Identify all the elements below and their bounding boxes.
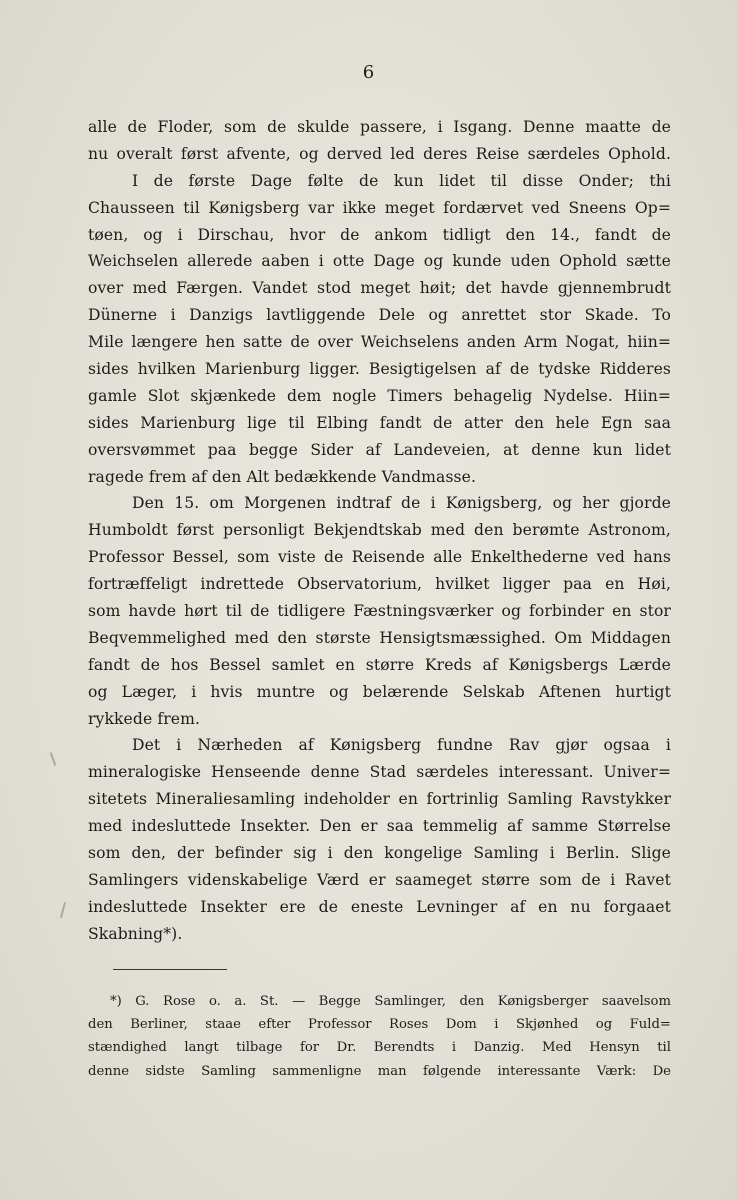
page-number: 6 — [362, 62, 375, 83]
text-line: ragede frem af den Alt bedækkende Vandmasse. — [88, 467, 477, 486]
text-line: og Læger, i hvis muntre og belærende Selskab Aftenen hurtigt — [88, 682, 671, 701]
text-line: Samlingers videnskabelige Værd er saameget større som de i Ravet — [88, 870, 671, 889]
text-line: mineralogiske Henseende denne Stad særdeles interessant. Univer= — [88, 763, 671, 782]
text-line: over med Færgen. Vandet stod meget høit; det havde gjennembrudt — [88, 279, 671, 298]
text-line: som havde hørt til de tidligere Fæstningsværker og forbinder en stor — [88, 602, 671, 621]
text-line: indesluttede Insekter ere de eneste Levninger af en nu forgaaet — [88, 897, 671, 916]
text-line: fandt de hos Bessel samlet en større Kreds af Kønigsbergs Lærde — [88, 655, 671, 674]
text-line: Dünerne i Danzigs lavtliggende Dele og anrettet stor Skade. To — [88, 306, 671, 325]
text-line: Skabning*). — [88, 924, 183, 943]
text-line: Weichselen allerede aaben i otte Dage og kunde uden Ophold sætte — [88, 252, 671, 271]
text-line: fortræffeligt indrettede Observatorium, hvilket ligger paa en Høi, — [88, 575, 671, 594]
text-line: sides Marienburg lige til Elbing fandt de atter den hele Egn saa — [88, 413, 671, 432]
footnote-line: denne sidste Samling sammenligne man følgende interessante Værk: De — [88, 1063, 671, 1079]
text-line: Beqvemmelighed med den største Hensigtsmæssighed. Om Middagen — [88, 628, 671, 647]
text-line: som den, der befinder sig i den kongelige Samling i Berlin. Slige — [88, 844, 671, 863]
text-line: oversvømmet paa begge Sider af Landeveien, at denne kun lidet — [88, 440, 671, 459]
text-line: alle de Floder, som de skulde passere, i Isgang. Denne maatte de — [88, 118, 671, 136]
text-line: Det i Nærheden af Kønigsberg fundne Rav gjør ogsaa i — [132, 736, 671, 755]
margin-mark — [50, 752, 57, 766]
text-line: tøen, og i Dirschau, hvor de ankom tidligt den 14., fandt de — [88, 225, 671, 244]
text-line: I de første Dage følte de kun lidet til disse Onder; thi — [132, 171, 671, 190]
footnote-divider — [113, 969, 227, 970]
body-text — [88, 114, 671, 948]
text-line: gamle Slot skjænkede dem nogle Timers behagelig Nydelse. Hiin= — [88, 386, 671, 405]
text-line: Den 15. om Morgenen indtraf de i Kønigsberg, og her gjorde — [132, 494, 671, 513]
footnote-line: *) G. Rose o. a. St. — Begge Samlinger, den Kønigsberger saavelsom — [110, 994, 671, 1009]
text-line: sides hvilken Marienburg ligger. Besigtigelsen af de tydske Ridderes — [88, 360, 671, 379]
text-line: med indesluttede Insekter. Den er saa temmelig af samme Størrelse — [88, 817, 671, 836]
text-line: Professor Bessel, som viste de Reisende alle Enkelthederne ved hans — [88, 548, 671, 567]
text-line: sitetets Mineraliesamling indeholder en fortrinlig Samling Ravstykker — [88, 790, 671, 809]
footnote-line: stændighed langt tilbage for Dr. Berendts i Danzig. Med Hensyn til — [88, 1040, 671, 1056]
text-line: rykkede frem. — [88, 709, 201, 728]
text-line: Chausseen til Kønigsberg var ikke meget fordærvet ved Sneens Op= — [88, 198, 671, 217]
text-line: Humboldt først personligt Bekjendtskab med den berømte Astronom, — [88, 521, 671, 540]
margin-mark — [60, 902, 66, 918]
footnote-line: den Berliner, staae efter Professor Roses Dom i Skjønhed og Fuld= — [88, 1017, 671, 1033]
footnotes — [88, 990, 671, 1083]
text-line: Mile længere hen satte de over Weichselens anden Arm Nogat, hiin= — [88, 333, 671, 352]
text-line: nu overalt først afvente, og derved led deres Reise særdeles Ophold. — [88, 144, 671, 163]
